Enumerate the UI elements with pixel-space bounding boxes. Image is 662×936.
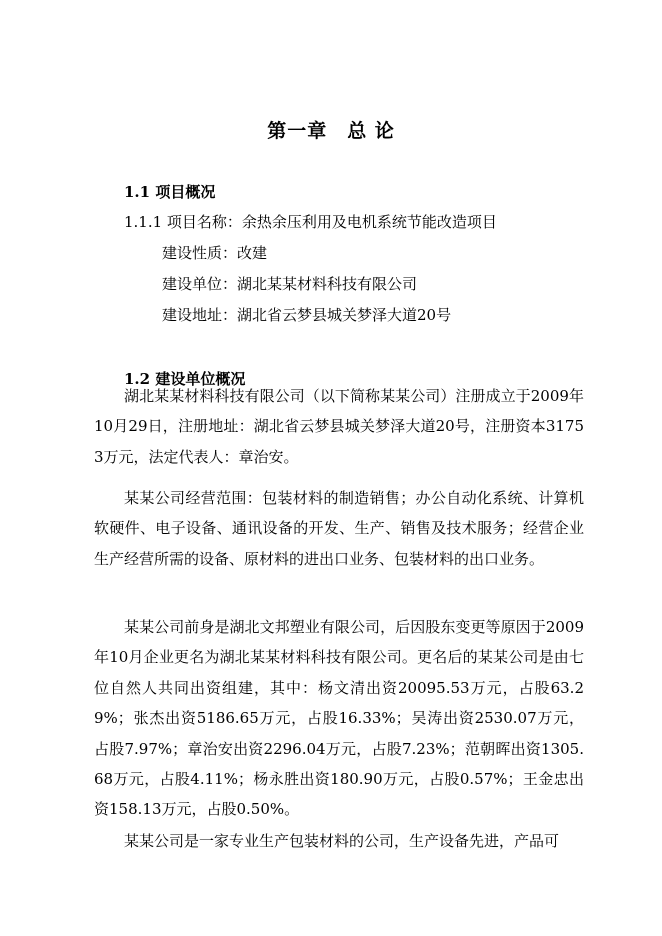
paragraph-company-registration: 湖北某某材料科技有限公司（以下简称某某公司）注册成立于2009年10月29日，注册地址：湖北省云梦县城关梦泽大道20号，注册资本31753万元，法定代表人：章治安。 [94, 387, 584, 466]
paragraph-business-scope: 某某公司经营范围：包装材料的制造销售；办公自动化系统、计算机软硬件、电子设备、通讯设备的开发、生产、销售及技术服务；经营企业生产经营所需的设备、原材料的进出口业务、包装材料的出口业务。 [94, 489, 584, 568]
section-1-2-heading: 1.2 建设单位概况 [124, 370, 246, 388]
section-1-1-heading: 1.1 项目概况 [124, 183, 216, 201]
chapter-title: 第一章 总 论 [267, 120, 395, 142]
construction-address-line: 建设地址：湖北省云梦县城关梦泽大道20号 [162, 306, 452, 324]
construction-nature-line: 建设性质：改建 [162, 244, 268, 262]
paragraph-company-profile: 某某公司是一家专业生产包装材料的公司，生产设备先进，产品可 [124, 832, 560, 850]
construction-unit-line: 建设单位：湖北某某材料科技有限公司 [162, 275, 418, 293]
paragraph-company-history: 某某公司前身是湖北文邦塑业有限公司，后因股东变更等原因于2009年10月企业更名为湖北某某材料科技有限公司。更名后的某某公司是由七位自然人共同出资组建，其中：杨文清出资20095.53万元，占股63.29%；张杰出资5186.65万元，占股16.33%；吴涛出资2530.07万元，占股7.97%；章治安出资2296.04万元，占股7.23%；范朝晖出资1305.68万元，占股4.11%；杨永胜出资180.90万元，占股0.57%；王金忠出资158.13万元，占股0.50%。 [94, 618, 584, 819]
project-name-line: 1.1.1 项目名称：余热余压利用及电机系统节能改造项目 [124, 213, 497, 231]
